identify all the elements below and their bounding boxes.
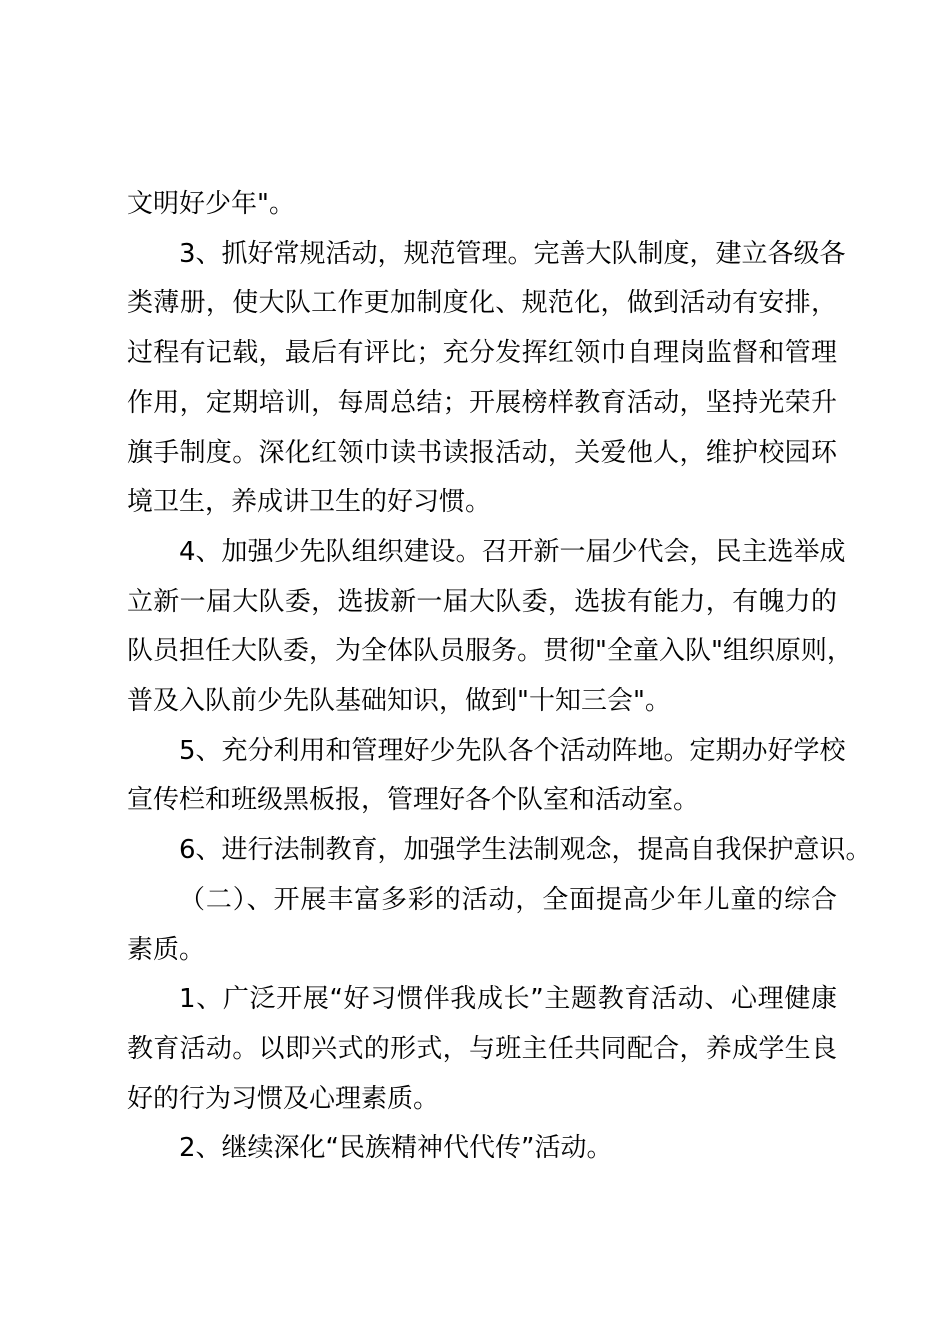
text-line: 好的行为习惯及心理素质。 (127, 1083, 440, 1114)
text-line: 立新一届大队委，选拔新一届大队委，选拔有能力，有魄力的 (127, 586, 837, 617)
paragraph-item-2 (127, 1124, 837, 1174)
text-line: 3、抓好常规活动，规范管理。完善大队制度，建立各级各 (179, 238, 846, 269)
text-line: 作用，定期培训，每周总结；开展榜样教育活动，坚持光荣升 (127, 387, 837, 418)
text-line: 教育活动。以即兴式的形式，与班主任共同配合，养成学生良 (127, 1033, 837, 1064)
document-body (127, 180, 872, 1174)
text-line: 队员担任大队委，为全体队员服务。贯彻"全童入队"组织原则， (127, 636, 853, 667)
paragraph-item-4 (127, 528, 853, 727)
text-line: 普及入队前少先队基础知识，做到"十知三会"。 (127, 686, 671, 717)
paragraph-item-5 (127, 727, 846, 826)
text-line: 1、广泛开展“好习惯伴我成长”主题教育活动、心理健康 (179, 984, 837, 1015)
text-line: 2、继续深化“民族精神代代传”活动。 (179, 1133, 613, 1164)
paragraph-continuation (127, 180, 837, 230)
text-line: 5、充分利用和管理好少先队各个活动阵地。定期办好学校 (179, 735, 846, 766)
text-line: 类薄册，使大队工作更加制度化、规范化，做到活动有安排， (127, 288, 837, 319)
text-line: 境卫生，养成讲卫生的好习惯。 (127, 487, 492, 518)
text-line: （二）、开展丰富多彩的活动，全面提高少年儿童的综合 (179, 884, 837, 915)
text-line: 4、加强少先队组织建设。召开新一届少代会，民主选举成 (179, 536, 846, 567)
paragraph-item-6 (127, 826, 872, 876)
text-line: 文明好少年"。 (127, 189, 295, 219)
text-line: 过程有记载，最后有评比；充分发挥红领巾自理岗监督和管理 (127, 338, 837, 369)
text-line: 宣传栏和班级黑板报，管理好各个队室和活动室。 (127, 785, 700, 816)
text-line: 旗手制度。深化红领巾读书读报活动，关爱他人，维护校园环 (127, 437, 837, 468)
text-line: 6、进行法制教育，加强学生法制观念，提高自我保护意识。 (179, 835, 872, 866)
paragraph-item-1 (127, 975, 837, 1124)
section-heading-2 (127, 876, 837, 975)
paragraph-item-3 (127, 230, 846, 528)
text-line: 素质。 (127, 934, 206, 965)
